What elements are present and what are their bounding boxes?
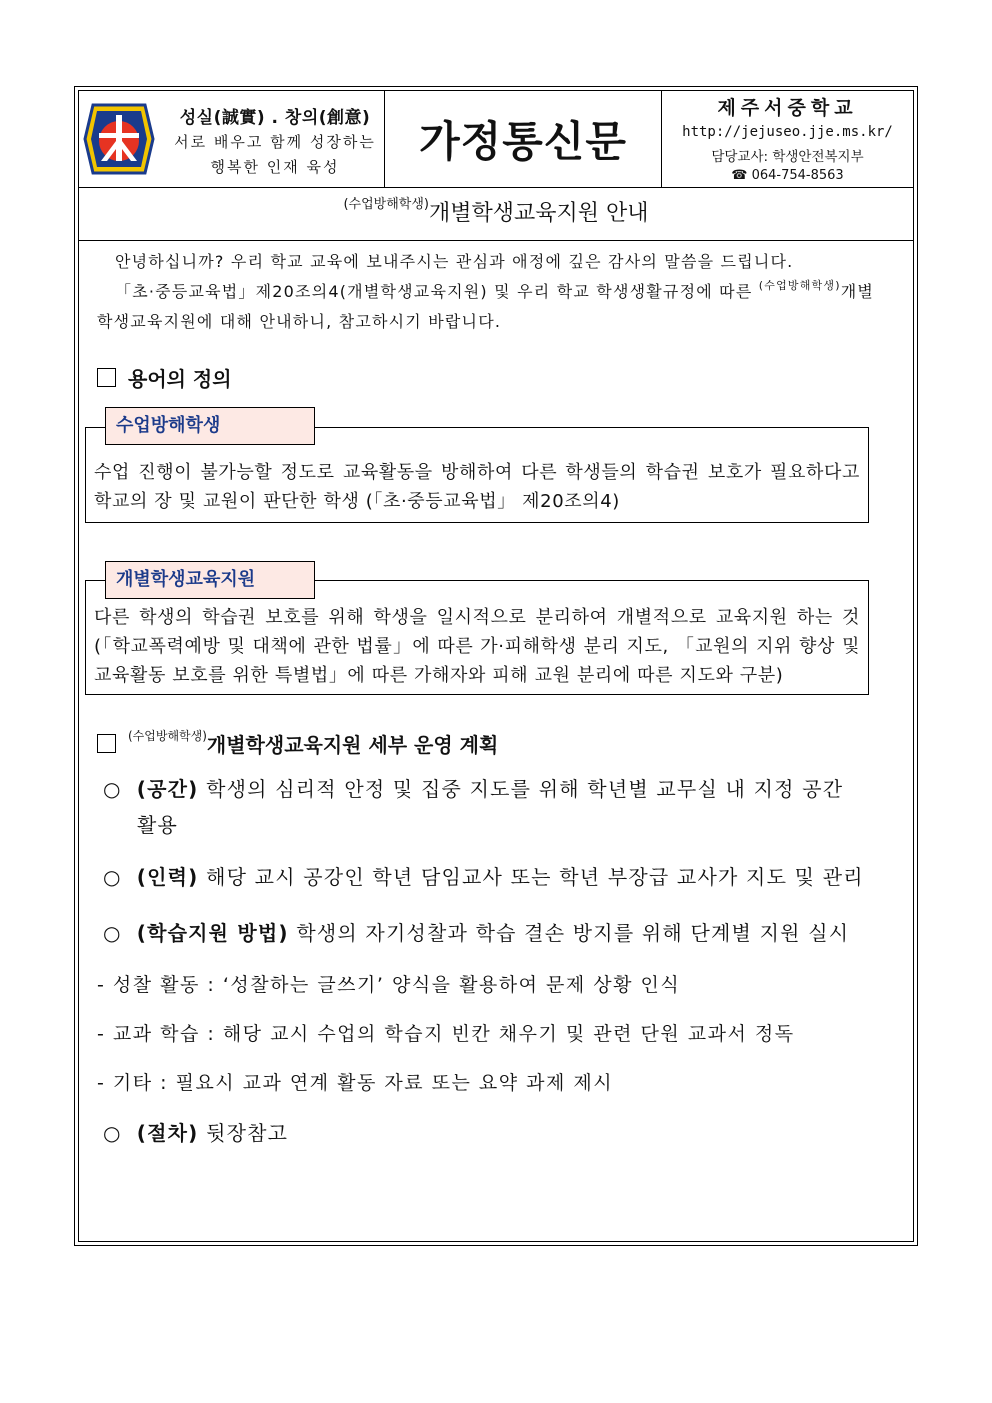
teacher-contact: 담당교사: 학생안전복지부 xyxy=(711,149,864,165)
plan-staff-label: (인력) xyxy=(136,865,199,889)
plan-procedure xyxy=(103,1117,909,1146)
definition-1-text: 수업 진행이 불가능할 정도로 교육활동을 방해하여 다른 학생들의 학습권 보호가 필요하다고 학교의 장 및 교원이 판단한 학생 (「초·중등교육법」 제20조의4) xyxy=(94,462,860,512)
greeting xyxy=(97,247,895,337)
plan-staff-text: 해당 교시 공강인 학년 담임교사 또는 학년 부장급 교사가 지도 및 관리 xyxy=(206,865,864,889)
plan-detail-1: - 성찰 활동 : ‘성찰하는 글쓰기’ 양식을 활용하여 문제 상황 인식 xyxy=(97,974,681,996)
motto-line-2: 서로 배우고 함께 성장하는 xyxy=(174,133,376,151)
definition-label-1: 수업방해학생 xyxy=(105,407,315,445)
newsletter-inner-border xyxy=(78,90,914,1242)
plan-method-text: 학생의 자기성찰과 학습 결손 방지를 위해 단계별 지원 실시 xyxy=(296,921,850,945)
bullet-icon: ○ xyxy=(103,1121,122,1145)
plan-staff xyxy=(103,861,909,890)
plan-space xyxy=(103,771,909,843)
bullet-icon: ○ xyxy=(103,865,122,889)
definition-2-text: 다른 학생의 학습권 보호를 위해 학생을 일시적으로 분리하여 개별적으로 교육지원 하는 것(「학교폭력예방 및 대책에 관한 법률」에 따른 가·피해학생 분리 지도, 「교원의 지위 향상 및 교육활동 보호를 위한 특별법」에 따른 가해자와 피해 교원 분리에 따른 지도와 구분) xyxy=(94,607,860,686)
plan-detail-2: - 교과 학습 : 해당 교시 수업의 학습지 빈칸 채우기 및 관련 단원 교과서 정독 xyxy=(97,1023,795,1045)
title-cell xyxy=(385,91,662,187)
plan-title-text: 개별학생교육지원 세부 운영 계획 xyxy=(206,733,499,757)
greeting-line-2-sup: (수업방해학생) xyxy=(758,279,841,292)
plan-space-text: 학생의 심리적 안정 및 집중 지도를 위해 학년별 교무실 내 지정 공간 xyxy=(206,777,844,801)
plan-method-label: (학습지원 방법) xyxy=(136,921,289,945)
greeting-line-2 xyxy=(97,277,895,307)
plan-title xyxy=(97,729,498,758)
greeting-line-2-text: 「초·중등교육법」제20조의4(개별학생교육지원) 및 우리 학교 학생생활규정에 따른 xyxy=(115,282,759,301)
plan-procedure-text: 뒷장참고 xyxy=(206,1121,289,1145)
document-title: 가정통신문 xyxy=(419,117,627,166)
definitions-title-text: 용어의 정의 xyxy=(128,367,232,391)
checkbox-icon xyxy=(97,368,116,387)
bullet-icon: ○ xyxy=(103,777,122,801)
newsletter-frame xyxy=(74,86,918,1246)
greeting-line-1: 안녕하십니까? 우리 학교 교육에 보내주시는 관심과 애정에 깊은 감사의 말씀을 드립니다. xyxy=(115,252,794,271)
header xyxy=(79,91,913,188)
plan-space-text-2: 활용 xyxy=(137,813,179,837)
definition-label-2: 개별학생교육지원 xyxy=(105,561,315,599)
school-url[interactable]: http://jejuseo.jje.ms.kr/ xyxy=(682,124,893,140)
motto-line-1: 성실(誠實) . 창의(創意) xyxy=(179,108,371,128)
school-logo-icon xyxy=(83,103,155,175)
plan-procedure-label: (절차) xyxy=(136,1121,199,1145)
subtitle-row xyxy=(79,187,913,241)
subtitle-main: 개별학생교육지원 안내 xyxy=(428,201,649,226)
motto-line-3: 행복한 인재 육성 xyxy=(210,158,340,176)
plan-method xyxy=(103,917,909,946)
definitions-title xyxy=(97,363,232,392)
phone-number: ☎ 064-754-8563 xyxy=(731,168,844,183)
greeting-line-3: 학생교육지원에 대해 안내하니, 참고하시기 바랍니다. xyxy=(97,312,502,331)
bullet-icon: ○ xyxy=(103,921,122,945)
greeting-line-2-end: 개별 xyxy=(840,282,875,301)
subtitle-prefix: (수업방해학생) xyxy=(343,197,429,212)
school-name: 제주서중학교 xyxy=(717,97,858,119)
checkbox-icon xyxy=(97,734,116,753)
plan-title-sup: (수업방해학생) xyxy=(128,729,207,743)
logo-cell xyxy=(79,91,385,187)
school-info-cell xyxy=(662,91,913,187)
plan-space-label: (공간) xyxy=(136,777,199,801)
plan-detail-3: - 기타 : 필요시 교과 연계 활동 자료 또는 요약 과제 제시 xyxy=(97,1072,614,1094)
